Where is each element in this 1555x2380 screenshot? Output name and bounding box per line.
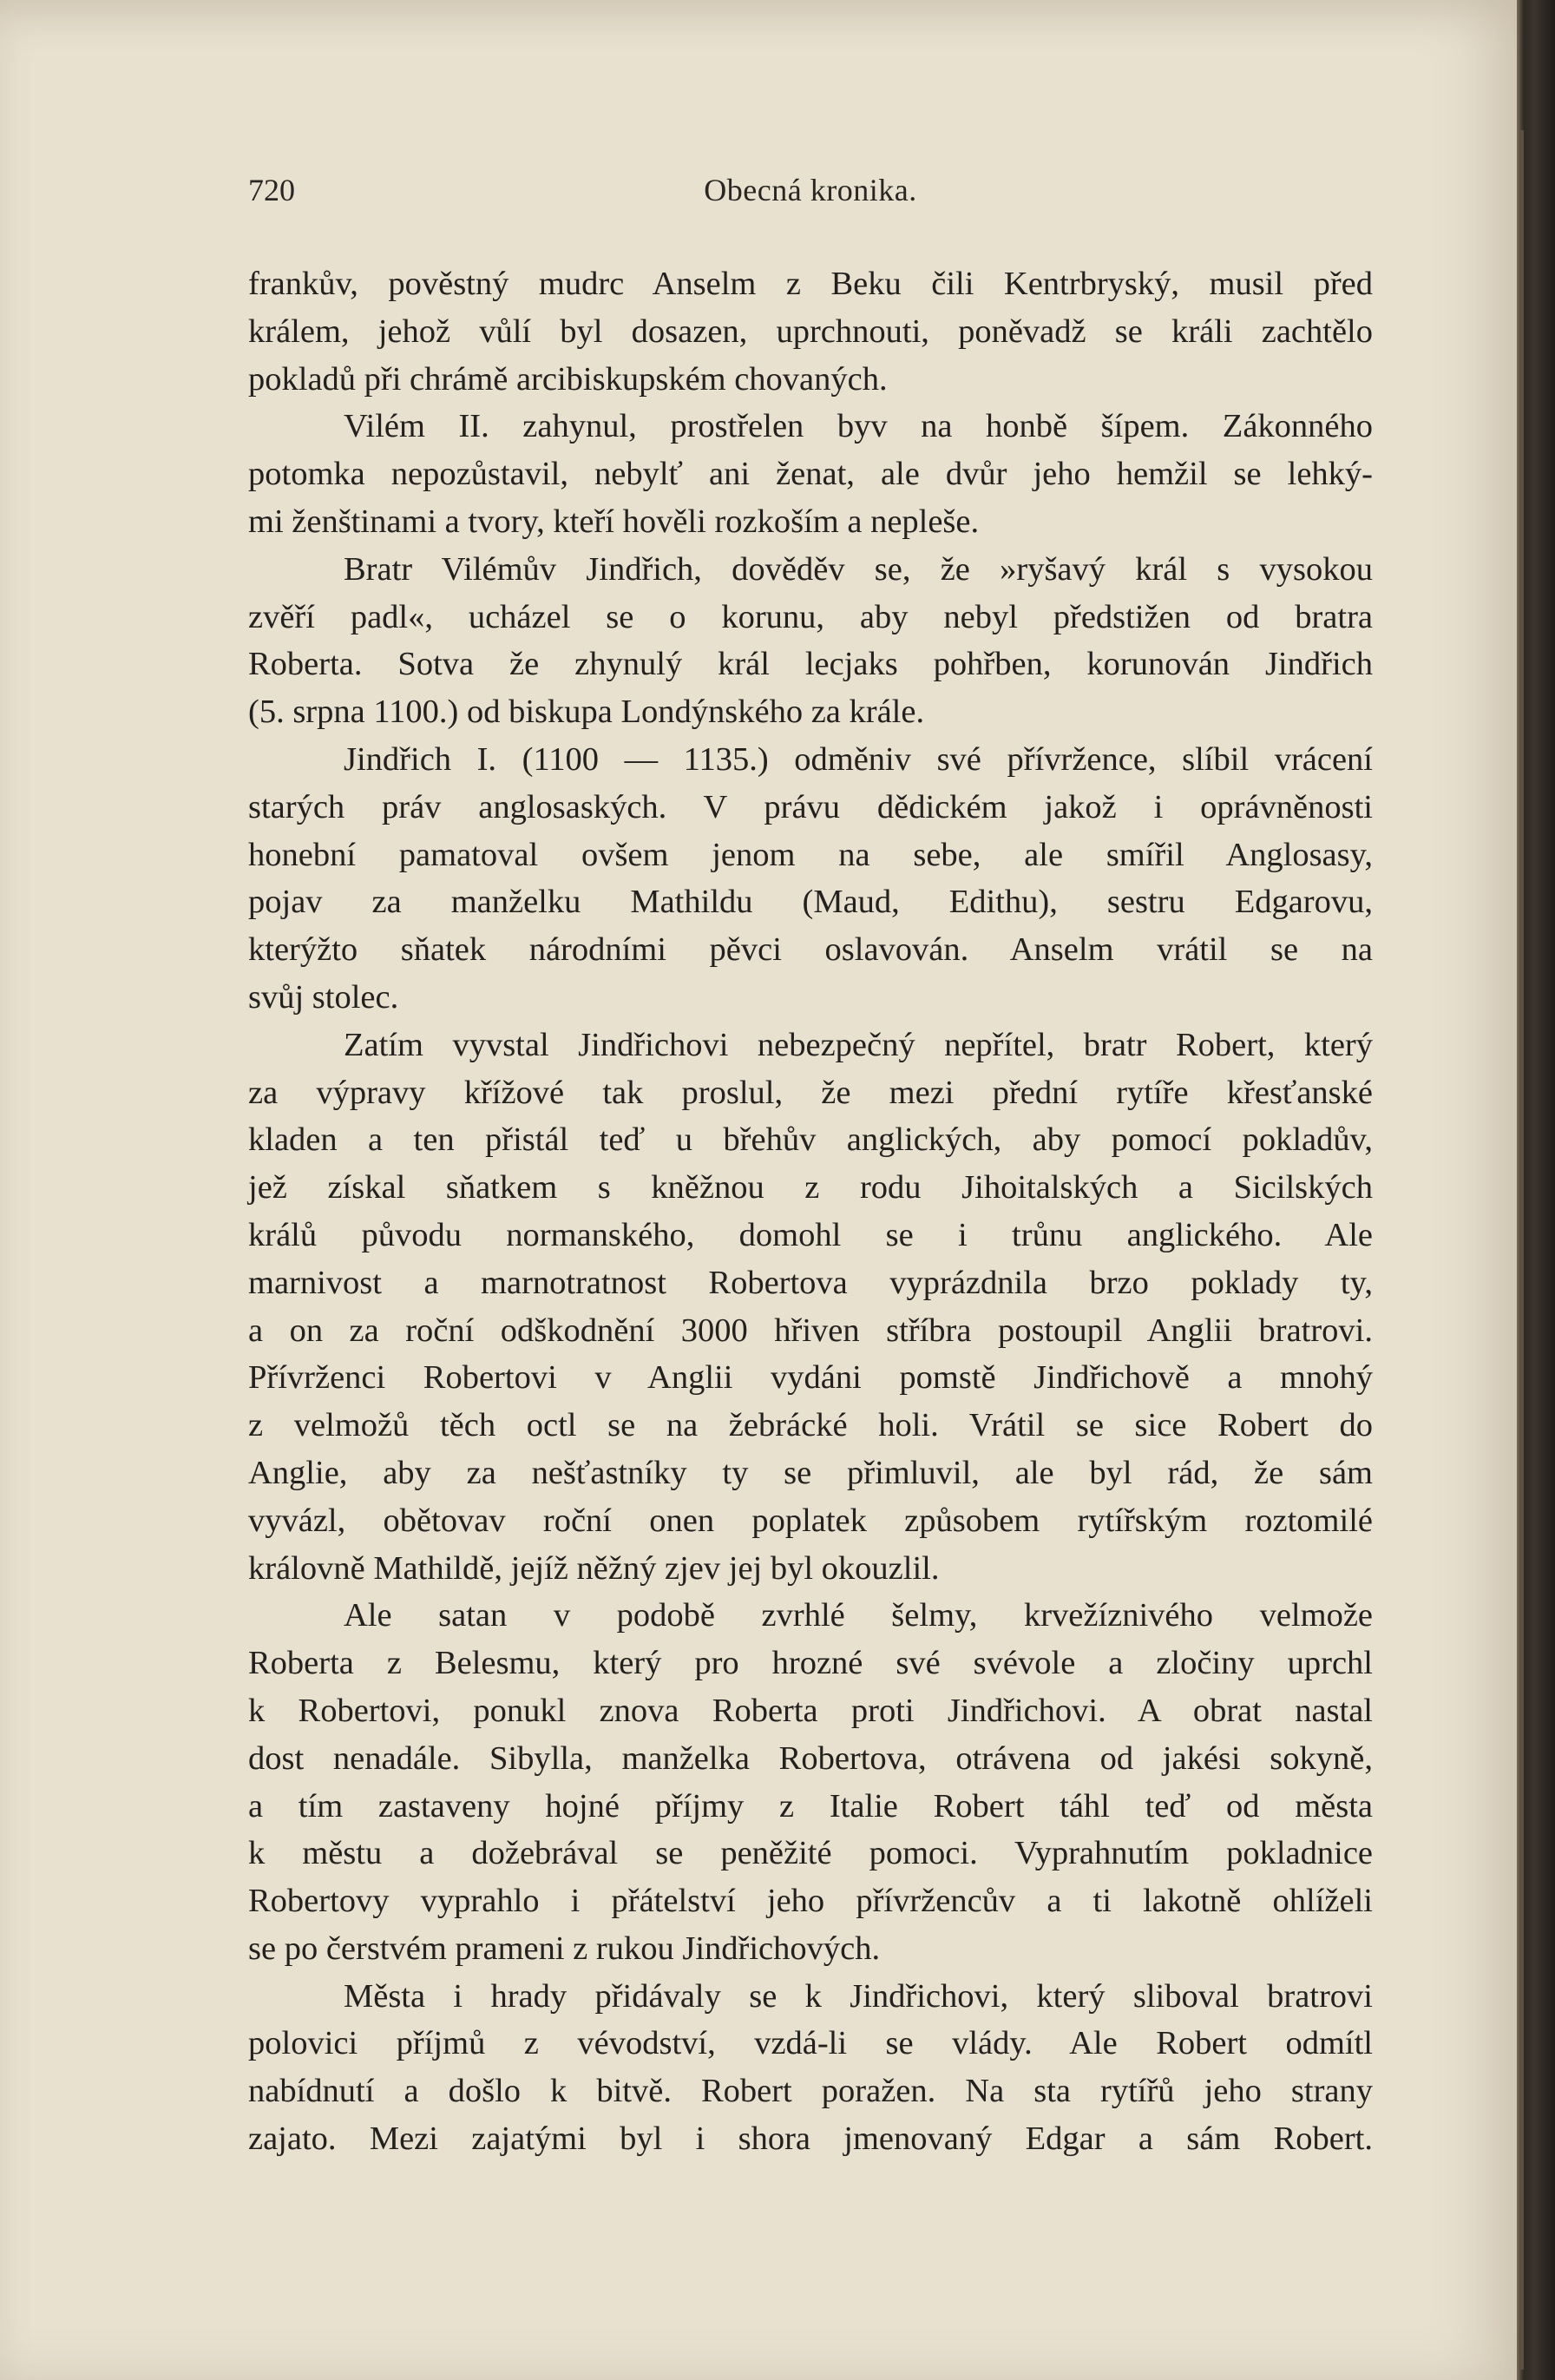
running-title: Obecná kronika. bbox=[704, 173, 917, 207]
text-line: potomka nepozůstavil, nebylť ani ženat, ale dvůr jeho hemžil se lehký- bbox=[248, 456, 1373, 493]
text-line: k městu a dožebrával se peněžité pomoci. Vyprahnutím pokladnice bbox=[248, 1835, 1373, 1872]
text-line: marnivost a marnotratnost Robertova vyprázdnila brzo poklady ty, bbox=[248, 1264, 1373, 1301]
body-text bbox=[248, 260, 1373, 2163]
text-line: se po čerstvém prameni z rukou Jindřichových. bbox=[248, 1930, 881, 1967]
text-line: Roberta z Belesmu, který pro hrozné své svévole a zločiny uprchl bbox=[248, 1645, 1373, 1682]
text-line: a tím zastaveny hojné příjmy z Italie Robert táhl teď od města bbox=[248, 1787, 1373, 1824]
spine-edge bbox=[1520, 130, 1524, 2370]
text-line: a on za roční odškodnění 3000 hřiven stříbra postoupil Anglii bratrovi. bbox=[248, 1312, 1373, 1349]
text-line: královně Mathildě, jejíž něžný zjev jej byl okouzlil. bbox=[248, 1549, 940, 1587]
text-line: k Robertovi, ponukl znova Roberta proti Jindřichovi. A obrat nastal bbox=[248, 1692, 1373, 1729]
text-line: Anglie, aby za nešťastníky ty se přimluvil, ale byl rád, že sám bbox=[248, 1454, 1373, 1491]
page-header bbox=[248, 172, 1373, 215]
text-line: Jindřich I. (1100 — 1135.) odměniv své přívržence, slíbil vrácení bbox=[344, 740, 1373, 778]
text-line: honební pamatoval ovšem jenom na sebe, ale smířil Anglosasy, bbox=[248, 836, 1373, 873]
text-line: kterýžto sňatek národními pěvci oslavován. Anselm vrátil se na bbox=[248, 931, 1373, 969]
text-line: králem, jehož vůlí byl dosazen, uprchnouti, poněvadž se králi zachtělo bbox=[248, 312, 1373, 350]
text-line: mi ženštinami a tvory, kteří hověli rozkoším a nepleše. bbox=[248, 503, 980, 540]
text-line: pojav za manželku Mathildu (Maud, Edithu), sestru Edgarovu, bbox=[248, 884, 1373, 921]
text-line: Ale satan v podobě zvrhlé šelmy, krvežíznivého velmože bbox=[344, 1597, 1373, 1634]
text-line: vyvázl, obětovav roční onen poplatek způsobem rytířským roztomilé bbox=[248, 1502, 1373, 1539]
text-line: (5. srpna 1100.) od biskupa Londýnského za krále. bbox=[248, 694, 925, 731]
text-line: Robertovy vyprahlo i přátelství jeho přívržencův a ti lakotně ohlíželi bbox=[248, 1883, 1373, 1920]
page-number: 720 bbox=[248, 173, 295, 207]
text-line: pokladů při chrámě arcibiskupském chovaných. bbox=[248, 360, 888, 398]
text-line: frankův, pověstný mudrc Anselm z Beku čili Kentrbryský, musil před bbox=[248, 266, 1373, 302]
text-line: Města i hrady přidávaly se k Jindřichovi, který sliboval bratrovi bbox=[344, 1977, 1373, 2015]
text-line: svůj stolec. bbox=[248, 978, 399, 1016]
text-line: jež získal sňatkem s kněžnou z rodu Jihoitalských a Sicilských bbox=[248, 1169, 1373, 1206]
text-line: za výpravy křížové tak proslul, že mezi přední rytíře křesťanské bbox=[248, 1074, 1373, 1111]
text-line: králů původu normanského, domohl se i trůnu anglického. Ale bbox=[248, 1216, 1373, 1253]
text-line: starých práv anglosaských. V právu dědickém jakož i oprávněnosti bbox=[248, 788, 1373, 825]
text-line: z velmožů těch octl se na žebrácké holi. Vrátil se sice Robert do bbox=[248, 1407, 1373, 1444]
text-line: Zatím vyvstal Jindřichovi nebezpečný nepřítel, bratr Robert, který bbox=[344, 1026, 1373, 1063]
text-line: polovici příjmů z vévodství, vzdá-li se vlády. Ale Robert odmítl bbox=[248, 2025, 1373, 2062]
text-line: Přívrženci Robertovi v Anglii vydáni pomstě Jindřichově a mnohý bbox=[248, 1359, 1373, 1397]
text-line: dost nenadále. Sibylla, manželka Robertova, otrávena od jakési sokyně, bbox=[248, 1739, 1373, 1777]
text-line: Roberta. Sotva že zhynulý král lecjaks pohřben, korunován Jindřich bbox=[248, 646, 1373, 683]
text-line: Vilém II. zahynul, prostřelen byv na honbě šípem. Zákonného bbox=[344, 408, 1373, 445]
text-line: Bratr Vilémův Jindřich, dověděv se, že »ryšavý král s vysokou bbox=[344, 550, 1373, 588]
text-line: zajato. Mezi zajatými byl i shora jmenovaný Edgar a sám Robert. bbox=[248, 2120, 1373, 2158]
text-line: zvěří padl«, ucházel se o korunu, aby nebyl předstižen od bratra bbox=[248, 598, 1373, 635]
text-line: nabídnutí a došlo k bitvě. Robert poražen. Na sta rytířů jeho strany bbox=[248, 2073, 1373, 2110]
text-line: kladen a ten přistál teď u břehův anglických, aby pomocí pokladův, bbox=[248, 1121, 1373, 1159]
